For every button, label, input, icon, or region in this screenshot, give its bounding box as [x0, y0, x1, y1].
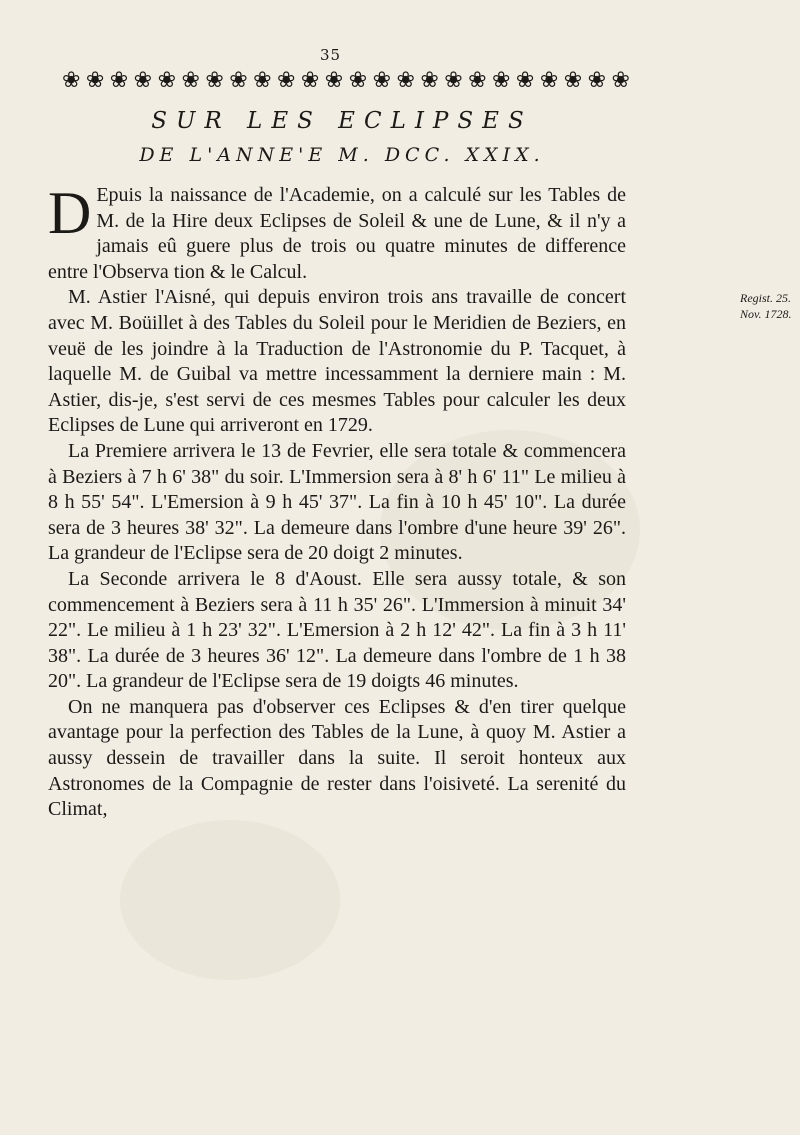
- page-subtitle: DE L'ANNE'E M. DCC. XXIX.: [139, 144, 545, 166]
- ornament-icon: ❀: [372, 68, 392, 93]
- ornament-icon: ❀: [468, 68, 487, 93]
- ornament-icon: ❀: [181, 68, 200, 93]
- ornament-icon: ❀: [62, 68, 81, 93]
- ornament-icon: ❀: [444, 68, 463, 93]
- paragraph: La Premiere arrivera le 13 de Fevrier, elle sera totale & commencera à Beziers à 7 h 6' 38" du soir. L'Immersion sera à 8' h 6' 11" Le milieu à 8 h 55' 54". L'Emersion à 9 h 45' 37". La fin à 10 h 45' 10". La durée sera de 3 heures 38' 32". La demeure dans l'ombre d'une heure 39' 26". La grandeur de l'Eclipse sera de 20 doigt 2 minutes.: [48, 439, 626, 565]
- ornament-icon: ❀: [324, 68, 344, 93]
- margin-note-line: Nov. 1728.: [740, 307, 792, 321]
- ornament-icon: ❀: [492, 68, 511, 93]
- ornament-icon: ❀: [420, 68, 439, 93]
- ornament-icon: ❀: [396, 68, 415, 93]
- ornament-icon: ❀: [133, 68, 153, 93]
- ornament-icon: ❀: [539, 68, 559, 93]
- ornament-icon: ❀: [277, 68, 296, 93]
- ornament-icon: ❀: [348, 68, 368, 93]
- page-title: SUR LES ECLIPSES: [151, 108, 533, 134]
- paragraph: On ne manquera pas d'observer ces Eclipses & d'en tirer quelque avantage pour la perfection des Tables de la Lune, à quoy M. Astier a aussy dessein de travailler dans la suite. Il seroit honteux aux Astronomes de la Compagnie de rester dans l'oisiveté. La serenité du Climat,: [48, 695, 626, 821]
- ornament-icon: ❀: [587, 68, 607, 93]
- paragraph: M. Astier l'Aisné, qui depuis environ trois ans travaille de concert avec M. Boüillet à des Tables du Soleil pour le Meridien de Beziers, en veuë de les joindre à la Traduction de l'Astronomie du P. Tacquet, à laquelle M. de Guibal va mettre incessamment la derniere main : M. Astier, dis-je, s'est servi de ces mesmes Tables pour calculer les deux Eclipses de Lune qui arriveront en 1729.: [48, 286, 626, 437]
- margin-note: [740, 290, 800, 322]
- ornament-icon: ❀: [253, 68, 272, 93]
- ornament-icon: ❀: [205, 68, 224, 93]
- paragraph: [48, 180, 626, 285]
- paper-stain: [120, 820, 340, 980]
- paragraph: La Seconde arrivera le 8 d'Aoust. Elle sera aussy totale, & son commencement à Beziers sera à 11 h 35' 26". L'Immersion à minuit 34' 22". Le milieu à 1 h 23' 32". L'Emersion à 2 h 12' 42". La fin à 3 h 11' 38". La durée de 3 heures 36' 12". La demeure dans l'ombre de 1 h 38 20". La grandeur de l'Eclipse sera de 19 doigts 46 minutes.: [48, 567, 626, 693]
- ornament-icon: ❀: [157, 68, 176, 93]
- ornament-icon: ❀: [229, 68, 248, 93]
- margin-note-line: Regist. 25.: [740, 291, 791, 305]
- ornament-icon: ❀: [109, 68, 129, 93]
- ornament-icon: ❀: [515, 68, 535, 93]
- ornament-icon: ❀: [611, 68, 630, 93]
- ornament-icon: ❀: [300, 68, 320, 93]
- drop-cap: D: [48, 180, 92, 246]
- page-number: 35: [320, 46, 342, 64]
- paragraph-text: Epuis la naissance de l'Academie, on a calculé sur les Tables de M. de la Hire deux Eclipses de Soleil & une de Lune, & il n'y a jamais eû guere plus de trois ou quatre minutes de difference entre l'Observa tion & le Calcul.: [48, 184, 626, 283]
- ornament-icon: ❀: [85, 68, 105, 93]
- ornament-band: [62, 68, 630, 94]
- ornament-icon: ❀: [563, 68, 583, 93]
- body-text: [48, 180, 626, 823]
